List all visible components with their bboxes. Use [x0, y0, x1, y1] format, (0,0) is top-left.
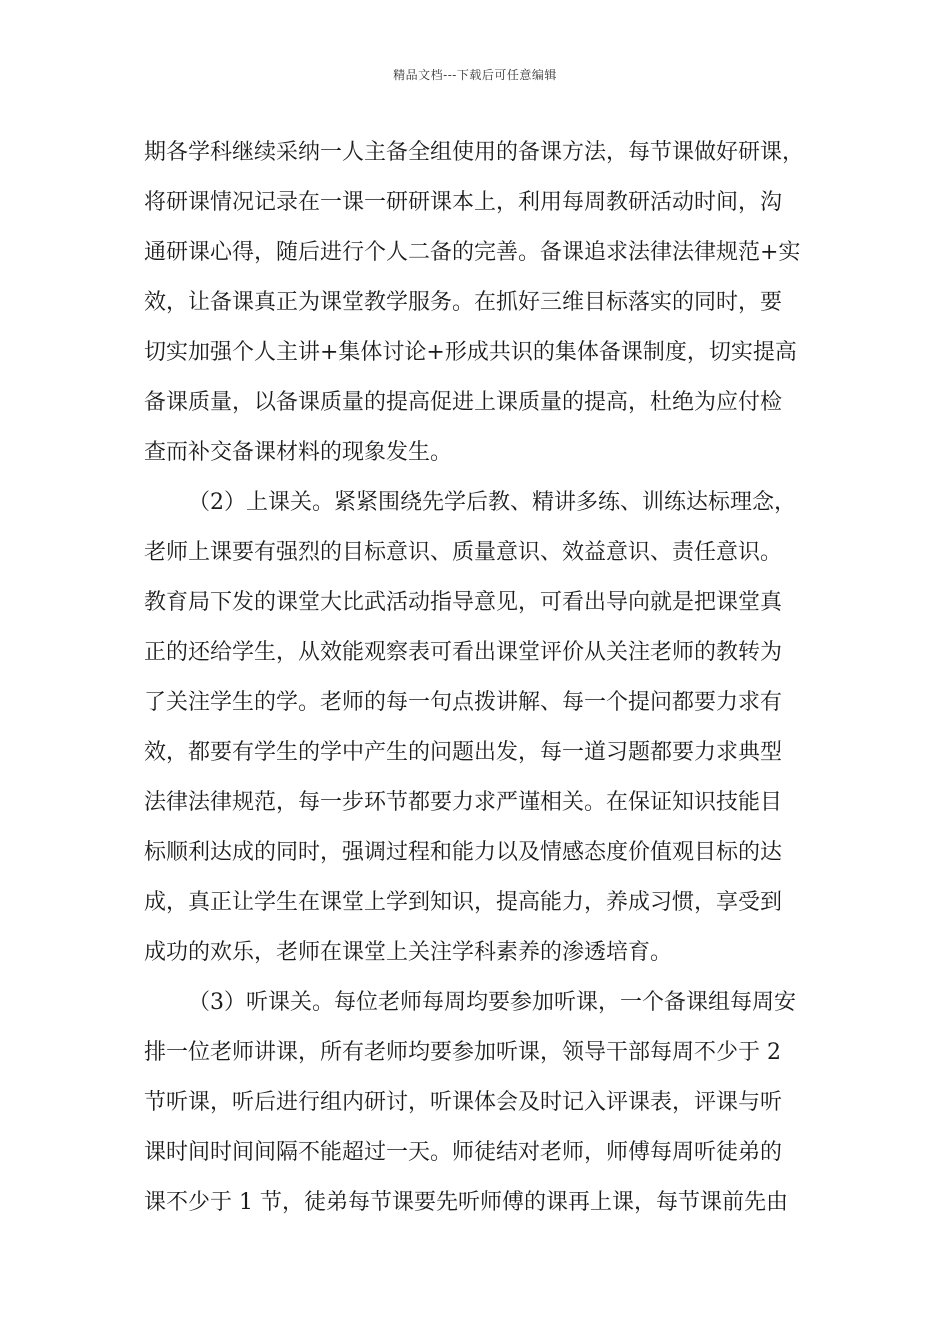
- text-line: 标顺利达成的同时，强调过程和能力以及情感态度价值观目标的达: [144, 840, 783, 865]
- text-line: 节听课，听后进行组内研讨，听课体会及时记入评课表，评课与听: [144, 1090, 783, 1115]
- text-line: 成，真正让学生在课堂上学到知识，提高能力，养成习惯，享受到: [144, 890, 783, 915]
- text-line: 课时间时间间隔不能超过一天。师徒结对老师，师傅每周听徒弟的: [144, 1140, 783, 1165]
- text-line: 查而补交备课材料的现象发生。: [144, 440, 453, 465]
- text-line: 教育局下发的课堂大比武活动指导意见，可看出导向就是把课堂真: [144, 590, 783, 615]
- text-line: 法律法律规范，每一步环节都要力求严谨相关。在保证知识技能目: [144, 790, 783, 815]
- text-line: 课不少于 1 节，徒弟每节课要先听师傅的课再上课，每节课前先由: [144, 1190, 788, 1215]
- text-line: 效，让备课真正为课堂教学服务。在抓好三维目标落实的同时，要: [144, 290, 783, 315]
- text-line: 效，都要有学生的学中产生的问题出发，每一道习题都要力求典型: [144, 740, 783, 765]
- text-line: 备课质量，以备课质量的提高促进上课质量的提高，杜绝为应付检: [144, 390, 783, 415]
- paragraph-start-line: （3）听课关。每位老师每周均要参加听课，一个备课组每周安: [188, 990, 796, 1015]
- text-line: 期各学科继续采纳一人主备全组使用的备课方法，每节课做好研课，: [144, 140, 805, 165]
- text-line: 了关注学生的学。老师的每一句点拨讲解、每一个提问都要力求有: [144, 690, 783, 715]
- paragraph-start-line: （2）上课关。紧紧围绕先学后教、精讲多练、训练达标理念，: [188, 490, 796, 515]
- text-line: 通研课心得，随后进行个人二备的完善。备课追求法律法律规范+实: [144, 240, 801, 265]
- text-line: 成功的欢乐，老师在课堂上关注学科素养的渗透培育。: [144, 940, 673, 965]
- text-line: 切实加强个人主讲+集体讨论+形成共识的集体备课制度，切实提高: [144, 340, 797, 365]
- text-line: 排一位老师讲课，所有老师均要参加听课，领导干部每周不少于 2: [144, 1040, 781, 1065]
- text-line: 将研课情况记录在一课一研研课本上，利用每周教研活动时间，沟: [144, 190, 783, 215]
- text-line: 正的还给学生，从效能观察表可看出课堂评价从关注老师的教转为: [144, 640, 783, 665]
- page-header: 精品文档---下载后可任意编辑: [393, 68, 557, 82]
- document-body: [144, 128, 814, 1228]
- text-line: 老师上课要有强烈的目标意识、质量意识、效益意识、责任意识。: [144, 540, 783, 565]
